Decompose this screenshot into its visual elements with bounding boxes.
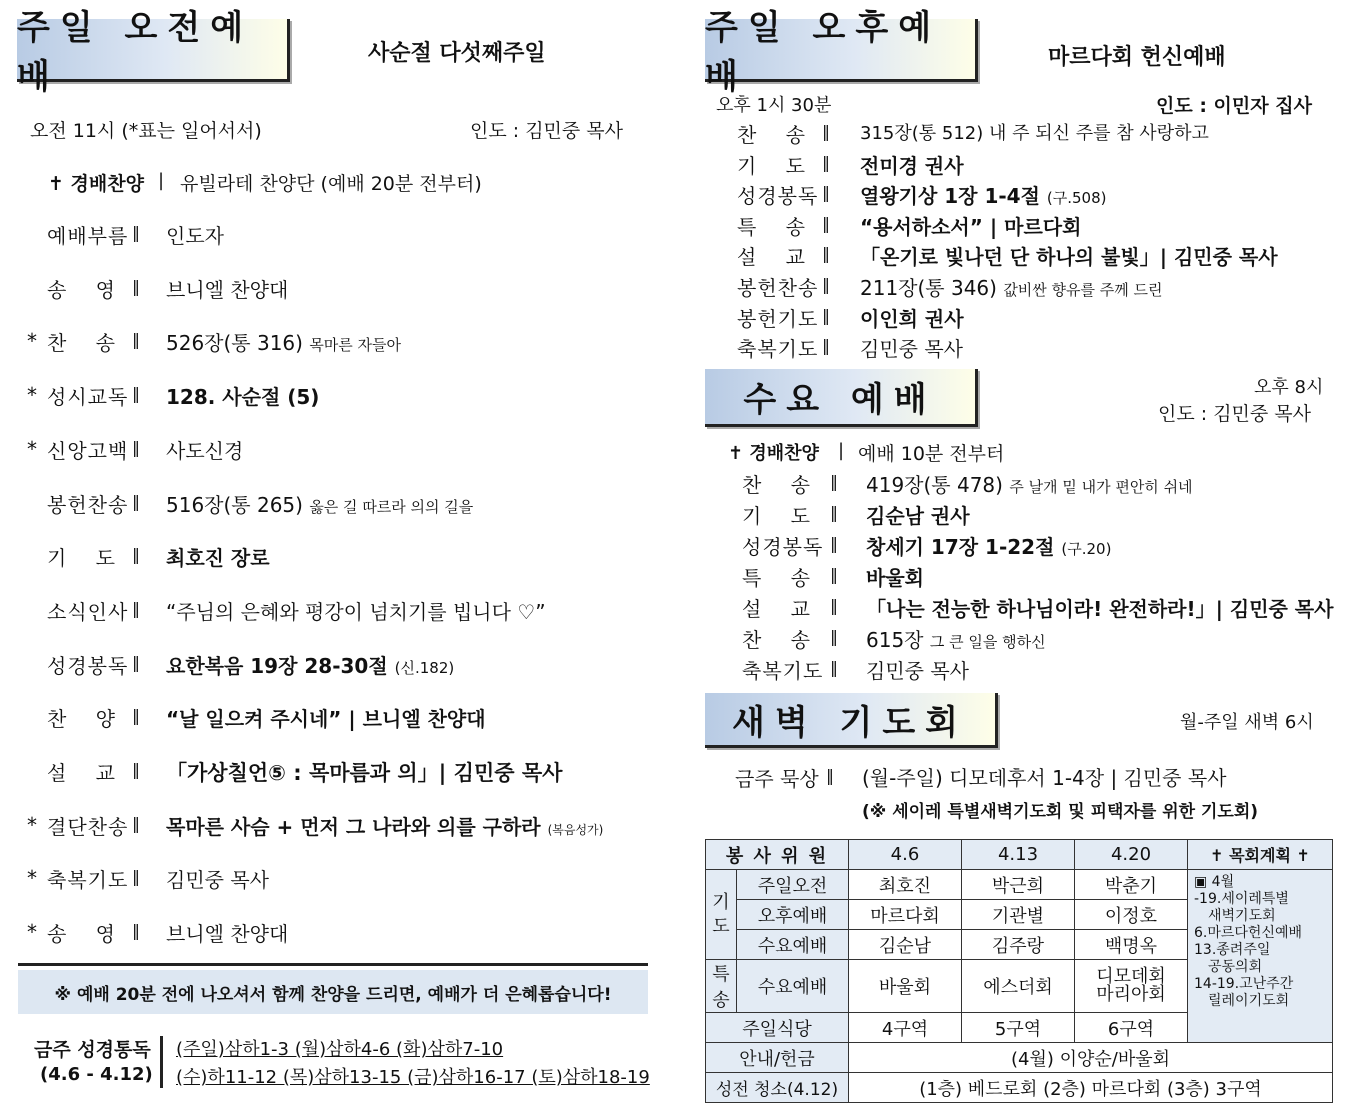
order-separator: ‖: [822, 213, 830, 233]
row-label: 수요예배: [737, 930, 849, 960]
divider: [18, 963, 648, 966]
order-separator: ‖: [132, 813, 140, 833]
reading-dates: (4.6 - 4.12): [40, 1064, 153, 1085]
order-separator: ‖: [822, 152, 830, 172]
wednesday-praise-label: ✝ 경배찬양: [728, 443, 819, 464]
order-label: 봉헌찬송: [47, 492, 129, 517]
order-label: 설 교: [737, 245, 806, 270]
order-label: 신앙고백: [47, 438, 129, 463]
table-cell-text: 디모데회 마리아회: [1096, 966, 1166, 1005]
table-cell: 박춘기: [1075, 870, 1188, 900]
order-separator: ‖: [132, 706, 140, 726]
order-separator: ‖: [132, 276, 140, 296]
reading-divider: [160, 1036, 163, 1088]
date-col-3: 4.20: [1075, 840, 1188, 870]
plan-lines: [1194, 874, 1326, 1010]
required-standing-marker: *: [27, 812, 37, 837]
order-value: [166, 489, 473, 518]
order-value-text: “용서하소서” | 마르다회: [860, 214, 1082, 239]
order-value-text: 「나는 전능한 하나님이라! 완전하라!」| 김민중 목사: [866, 597, 1334, 621]
plan-line: 14-19.고난주간: [1194, 976, 1294, 992]
order-value-text: 615장: [866, 628, 924, 652]
order-value-text: 419장(통 478): [866, 473, 1003, 497]
order-label: 예배부름: [47, 224, 129, 248]
prayer-group: [706, 870, 737, 960]
order-value-text: 브니엘 찬양대: [166, 277, 289, 302]
order-value-text: 이인희 권사: [860, 306, 964, 331]
plan-title: ✝ 목회계획 ✝: [1188, 840, 1333, 870]
order-value-text: 「가상칠언⑤ : 목마름과 의」| 김민중 목사: [166, 761, 563, 785]
order-value: [166, 811, 603, 840]
table-cell: 김주랑: [962, 930, 1075, 960]
order-label: 설 교: [47, 761, 116, 785]
order-value: [166, 650, 454, 679]
order-label: 기 도: [47, 546, 116, 571]
morning-praise-value: 유빌라테 찬양단 (예배 20분 전부터): [180, 173, 482, 195]
order-value-text: 열왕기상 1장 1-4절: [860, 184, 1040, 209]
order-label: 기 도: [742, 504, 811, 528]
wednesday-time: 오후 8시: [1254, 377, 1324, 398]
dawn-label: 금주 묵상: [735, 767, 819, 791]
clean-label: 성전 청소(4.12): [706, 1073, 849, 1103]
order-value: [860, 180, 1106, 209]
order-label: 축복기도: [737, 337, 819, 362]
order-value: [166, 757, 562, 787]
order-value-note: (복음성가): [547, 822, 604, 837]
order-separator: ‖: [822, 305, 830, 325]
table-cell: 6구역: [1075, 1013, 1188, 1043]
order-label: 결단찬송: [47, 814, 129, 839]
morning-notice: ※ 예배 20분 전에 나오셔서 함께 찬양을 드리면, 예배가 더 은혜롭습니다!: [18, 970, 648, 1014]
order-value: [860, 119, 1209, 145]
order-value-text: 목마른 사슴 + 먼저 그 나라와 의를 구하라: [166, 814, 541, 839]
order-label: 특 송: [742, 566, 811, 590]
afternoon-leader: 인도 : 이민자 집사: [1156, 95, 1312, 117]
afternoon-service-header: 주일 오후예배: [705, 19, 978, 82]
table-cell: 박근희: [962, 870, 1075, 900]
order-separator: ‖: [830, 627, 838, 646]
date-col-1: 4.6: [849, 840, 962, 870]
order-separator: ‖: [822, 336, 830, 356]
order-value-text: 최호진 장로: [166, 546, 270, 571]
guide-value: (4월) 이양순/바울회: [849, 1043, 1333, 1073]
plan-line: 6.마르다헌신예배: [1194, 925, 1303, 941]
order-value-text: 128. 사순절 (5): [166, 385, 320, 410]
order-separator: ‖: [132, 867, 140, 887]
order-value-note: 옳은 길 따르라 의의 길을: [309, 497, 474, 516]
morning-subtitle: 사순절 다섯째주일: [368, 41, 546, 66]
order-value: [166, 542, 270, 571]
wednesday-leader: 인도 : 김민중 목사: [1158, 403, 1311, 425]
order-value-text: 김순남 권사: [866, 504, 970, 528]
order-label: 소식인사: [47, 599, 129, 624]
table-cell: 기관별: [962, 900, 1075, 930]
morning-service-header: 주일 오전예배: [17, 19, 290, 82]
special-group-label: 특송: [712, 964, 730, 1011]
wednesday-praise-value: 예배 10분 전부터: [858, 443, 1005, 465]
afternoon-time: 오후 1시 30분: [716, 95, 832, 116]
table-cell: 5구역: [962, 1013, 1075, 1043]
required-standing-marker: *: [27, 866, 37, 891]
order-value: [860, 211, 1081, 240]
order-label: 봉헌기도: [737, 306, 819, 331]
order-label: 성경봉독: [737, 184, 819, 209]
table-cell: 4구역: [849, 1013, 962, 1043]
order-value: [866, 531, 1111, 560]
order-value: [866, 469, 1193, 498]
order-separator: ‖: [132, 437, 140, 457]
order-separator: ‖: [132, 760, 140, 779]
row-label: 주일오전: [737, 870, 849, 900]
order-separator: ‖: [132, 384, 140, 404]
order-value-text: 김민중 목사: [860, 337, 963, 362]
order-separator: ‖: [830, 503, 838, 522]
table-cell: 바울회: [849, 960, 962, 1013]
required-standing-marker: *: [27, 329, 37, 354]
order-separator: ‖: [830, 658, 838, 677]
reading-line-1: (주일)삼하1-3 (월)삼하4-6 (화)삼하7-10: [176, 1039, 504, 1060]
order-value-text: 516장(통 265): [166, 492, 303, 517]
table-cell: 최호진: [849, 870, 962, 900]
order-separator: ‖: [132, 598, 140, 618]
order-separator: ‖: [830, 472, 838, 491]
morning-praise-sep: |: [158, 170, 165, 191]
order-value-text: 브니엘 찬양대: [166, 922, 289, 947]
order-label: 찬 송: [737, 123, 806, 147]
service-committee-table: [705, 839, 1333, 1103]
order-value: [860, 241, 1278, 270]
pastoral-plan: [1188, 870, 1333, 1043]
order-value: [166, 327, 401, 356]
order-value-text: “주님의 은혜와 평강이 넘치기를 빕니다 ♡”: [166, 599, 546, 624]
order-label: 축복기도: [742, 659, 824, 683]
order-label: 축복기도: [47, 868, 129, 893]
order-label: 설 교: [742, 597, 811, 621]
plan-line: ▣ 4월: [1194, 874, 1235, 890]
order-separator: ‖: [132, 652, 140, 672]
order-label: 송 영: [47, 277, 116, 302]
order-label: 봉헌찬송: [737, 276, 819, 300]
dawn-sep: ‖: [826, 766, 834, 785]
order-value: [166, 703, 486, 732]
morning-time: 오전 11시 (*표는 일어서서): [30, 120, 262, 142]
order-value: [860, 150, 964, 179]
afternoon-subtitle: 마르다회 헌신예배: [1048, 45, 1226, 70]
plan-line: 새벽기도회: [1194, 908, 1276, 924]
order-value: [860, 333, 963, 362]
order-label: 특 송: [737, 214, 806, 239]
order-value: [860, 303, 964, 332]
order-value: [166, 274, 288, 303]
order-value-note: 주 날개 밑 내가 편안히 쉬네: [1009, 478, 1193, 496]
order-value-note: 그 큰 일을 행하신: [929, 633, 1046, 651]
order-value: [860, 272, 1163, 301]
order-value: [166, 435, 243, 464]
order-separator: ‖: [132, 921, 140, 941]
order-value-text: 인도자: [166, 224, 224, 248]
reading-line-2: (수)하11-12 (목)삼하13-15 (금)삼하16-17 (토)삼하18-19: [176, 1067, 650, 1088]
order-value-note: 값비싼 향유를 주께 드린: [1003, 281, 1163, 299]
order-value-text: 「온기로 빛나던 단 하나의 불빛」| 김민중 목사: [860, 245, 1278, 270]
order-value: [166, 220, 224, 249]
date-col-2: 4.13: [962, 840, 1075, 870]
required-standing-marker: *: [27, 920, 37, 945]
order-value-note: (구.20): [1061, 540, 1112, 558]
order-separator: ‖: [132, 330, 140, 350]
required-standing-marker: *: [27, 436, 37, 461]
order-value-text: 315장(통 512) 내 주 되신 주를 참 사랑하고: [860, 123, 1209, 144]
order-value-text: 바울회: [866, 566, 924, 590]
order-value: [166, 918, 288, 947]
order-label: 찬 양: [47, 707, 116, 732]
order-separator: ‖: [132, 491, 140, 511]
plan-line: 13.종려주일: [1194, 942, 1271, 958]
clean-value: (1층) 베드로회 (2층) 마르다회 (3층) 3구역: [849, 1073, 1333, 1103]
order-value: [166, 864, 269, 893]
order-value-note: 목마른 자들아: [309, 336, 402, 355]
order-label: 성경봉독: [742, 535, 824, 559]
order-value-text: “날 일으켜 주시네” | 브니엘 찬양대: [166, 707, 486, 732]
order-value-text: 전미경 권사: [860, 153, 964, 178]
row-label: 수요예배: [737, 960, 849, 1013]
table-cell: [1075, 960, 1188, 1013]
special-group: [706, 960, 737, 1013]
order-label: 성시교독: [47, 385, 129, 410]
guide-label: 안내/헌금: [706, 1043, 849, 1073]
dawn-prayer-header: 새벽 기도회: [705, 693, 998, 748]
plan-line: 릴레이기도회: [1194, 993, 1290, 1009]
morning-praise-label: ✝ 경배찬양: [48, 173, 144, 195]
dawn-time: 월-주일 새벽 6시: [1180, 712, 1314, 733]
row-label: 오후예배: [737, 900, 849, 930]
table-cell: 김순남: [849, 930, 962, 960]
order-value-text: 211장(통 346): [860, 276, 997, 300]
order-label: 성경봉독: [47, 653, 129, 678]
order-separator: ‖: [830, 534, 838, 553]
order-separator: ‖: [132, 223, 140, 242]
order-value-note: (신.182): [394, 658, 455, 677]
order-value: [866, 562, 924, 591]
order-label: 찬 송: [742, 628, 811, 652]
prayer-group-label: 기도: [712, 891, 730, 937]
order-separator: ‖: [830, 565, 838, 584]
order-value: [166, 596, 546, 625]
plan-line: 공동의회: [1194, 959, 1263, 975]
required-standing-marker: *: [27, 383, 37, 408]
order-value-note: (구.508): [1046, 189, 1107, 208]
order-label: 송 영: [47, 922, 116, 947]
order-value: [866, 655, 969, 684]
wednesday-service-header: 수요 예배: [705, 369, 978, 427]
order-separator: ‖: [132, 545, 140, 565]
table-cell: 백명옥: [1075, 930, 1188, 960]
row-label: 주일식당: [706, 1013, 849, 1043]
table-cell: 마르다회: [849, 900, 962, 930]
dawn-note: (※ 세이레 특별새벽기도회 및 피택자를 위한 기도회): [862, 802, 1259, 822]
order-label: 찬 송: [742, 473, 811, 497]
order-separator: ‖: [822, 275, 830, 294]
order-label: 찬 송: [47, 331, 116, 356]
order-value: [866, 593, 1333, 622]
order-value-text: 사도신경: [166, 438, 244, 463]
dawn-value: (월-주일) 디모데후서 1-4장 | 김민중 목사: [862, 766, 1227, 790]
order-value: [866, 500, 970, 529]
order-separator: ‖: [830, 596, 838, 615]
order-separator: ‖: [822, 122, 830, 141]
order-label: 기 도: [737, 153, 806, 178]
order-value-text: 김민중 목사: [866, 659, 969, 683]
order-separator: ‖: [822, 244, 830, 264]
order-value-text: 창세기 17장 1-22절: [866, 535, 1055, 559]
order-value: [166, 381, 319, 410]
plan-line: -19.세이레특별: [1194, 891, 1289, 907]
table-title: 봉 사 위 원: [706, 840, 849, 870]
morning-leader: 인도 : 김민중 목사: [470, 120, 623, 142]
order-value: [866, 624, 1046, 653]
order-value-text: 요한복음 19장 28-30절: [166, 653, 388, 678]
reading-title: 금주 성경통독: [34, 1039, 151, 1061]
order-value-text: 526장(통 316): [166, 331, 303, 356]
order-separator: ‖: [822, 183, 830, 203]
wednesday-praise-sep: |: [838, 440, 845, 461]
order-value-text: 김민중 목사: [166, 868, 269, 893]
table-cell: 에스더회: [962, 960, 1075, 1013]
table-cell: 이정호: [1075, 900, 1188, 930]
